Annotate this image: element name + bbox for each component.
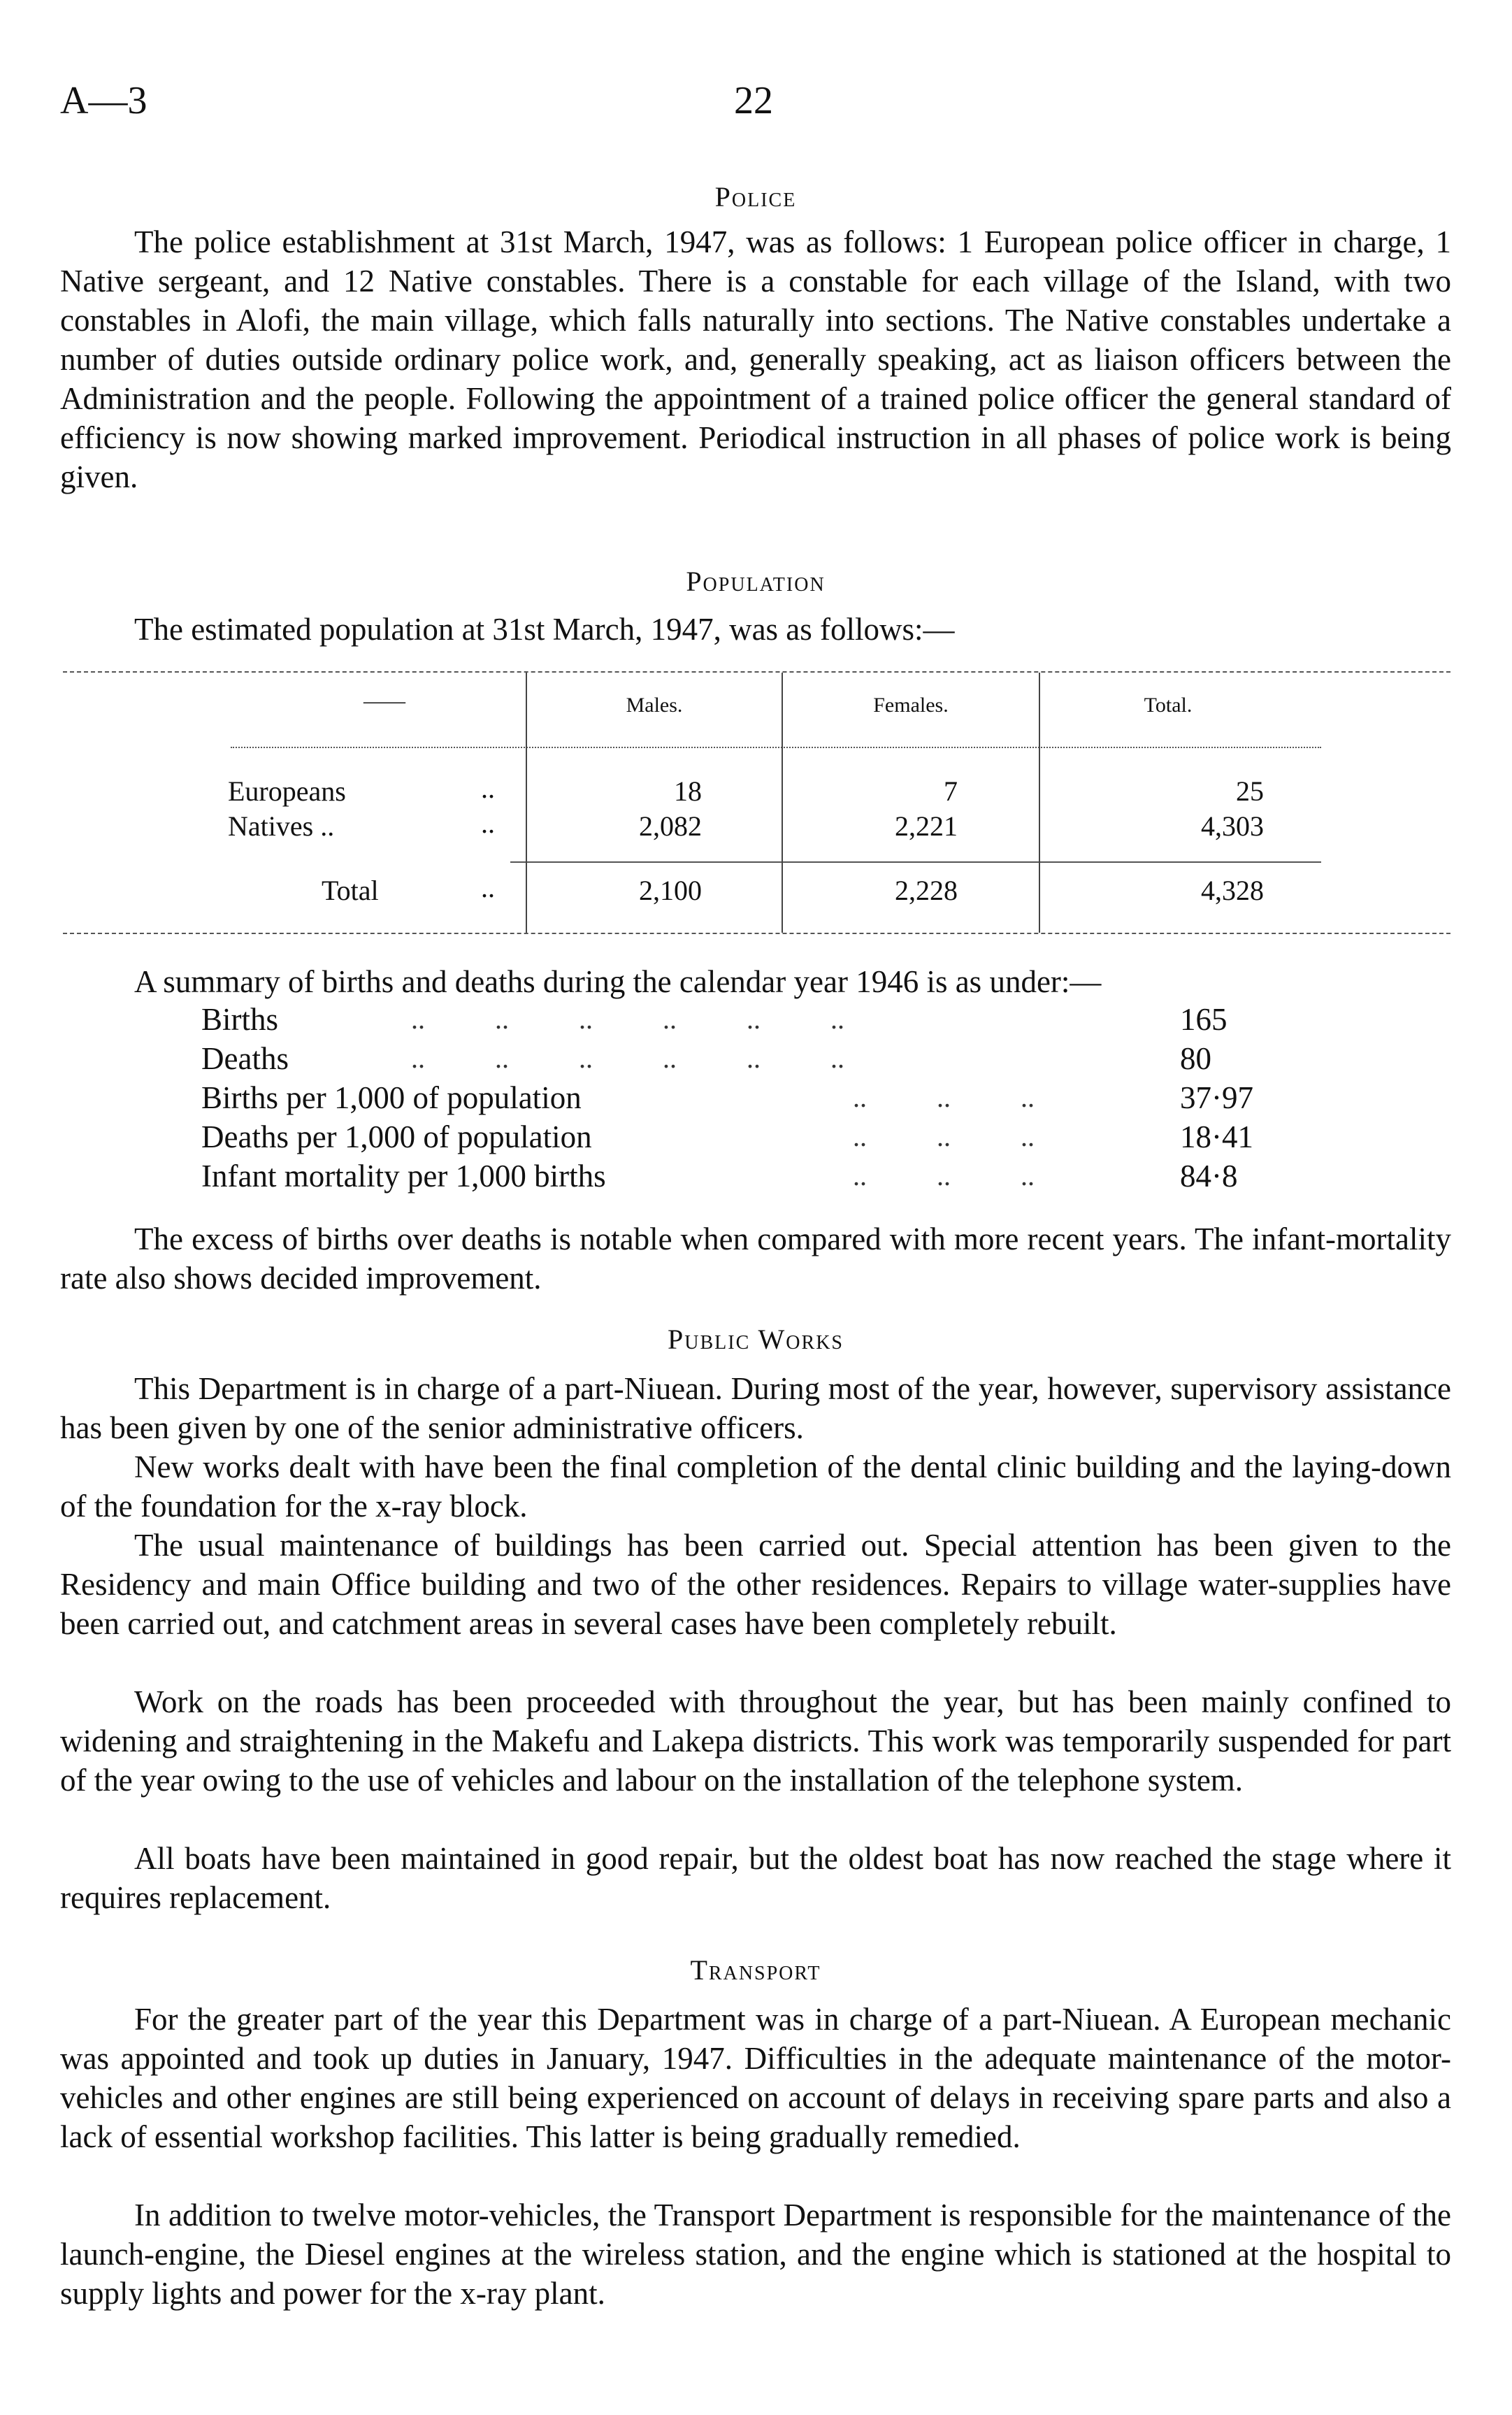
public-works-paragraph: All boats have been maintained in good repair, but the oldest boat has now reached the stage where it requires replacement. xyxy=(60,1841,1451,1915)
table-total-cell: 4,328 xyxy=(1201,875,1264,906)
table-cell: 2,221 xyxy=(895,810,958,842)
stat-label: Deaths xyxy=(201,1041,289,1076)
leader-dots: .. .. .. xyxy=(853,1121,1035,1152)
population-intro: The estimated population at 31st March, 1947, was as follows:— xyxy=(134,612,955,647)
table-total-label: Total xyxy=(322,875,379,906)
leader-dots: .. .. .. .. .. .. xyxy=(411,1042,844,1074)
transport-paragraph: In addition to twelve motor-vehicles, the Transport Department is responsible for the maintenance of the launch-engine, the Diesel engines at the wireless station, and the engine which is stationed at the hospital to supply lights and power for the x-ray plant. xyxy=(60,2198,1451,2311)
stat-value: 84·8 xyxy=(1180,1159,1238,1194)
stat-value: 37·97 xyxy=(1180,1080,1253,1115)
list-item xyxy=(201,1039,1320,1078)
table-row-label: Europeans xyxy=(228,775,346,807)
table-header-rule xyxy=(231,747,1321,748)
table-col-males: Males. xyxy=(626,694,683,717)
section-heading-population: Population xyxy=(686,566,826,597)
stat-label: Deaths per 1,000 of population xyxy=(201,1119,592,1154)
section-heading-transport: Transport xyxy=(690,1954,821,1986)
leader-dots: .. .. .. xyxy=(853,1160,1035,1191)
list-item xyxy=(201,1000,1320,1039)
table-cell: 25 xyxy=(1236,775,1264,807)
police-paragraph: The police establishment at 31st March, 1947, was as follows: 1 European police officer in charge, 1 Native sergeant, and 12 Native constables. There is a constable for each village of the Island, with two constables in Alofi, the main village, which falls naturally into sections. The Native constables undertake a number of duties outside ordinary police work, and, generally speaking, act as liaison officers between the Administration and the people. Following the appointment of a trained police officer the general standard of efficiency is now showing marked improvement. Periodical instruction in all phases of police work is being given. xyxy=(60,224,1451,494)
page-number: 22 xyxy=(734,79,773,122)
table-total-cell: 2,100 xyxy=(639,875,702,906)
public-works-paragraph: Work on the roads has been proceeded with throughout the year, but has been mainly confined to widening and straightening in the Makefu and Lakepa districts. This work was temporarily suspended for part of the year owing to the use of vehicles and labour on the installation of the telephone system. xyxy=(60,1684,1451,1798)
stat-value: 18·41 xyxy=(1180,1119,1253,1154)
table-subtotal-rule xyxy=(510,861,1321,863)
transport-paragraph: For the greater part of the year this Department was in charge of a part-Niuean. A European mechanic was appointed and took up duties in January, 1947. Difficulties in the adequate maintenance of the motor-vehicles and other engines are still being experienced on account of delays in receiving spare parts and also a lack of essential workshop facilities. This latter is being gradually remedied. xyxy=(60,2002,1451,2154)
public-works-paragraph: The usual maintenance of buildings has been carried out. Special attention has been given to the Residency and main Office building and two of the other residences. Repairs to village water-supplies have been carried out, and catchment areas in several cases have been completely rebuilt. xyxy=(60,1528,1451,1641)
public-works-paragraph: New works dealt with have been the final completion of the dental clinic building and the laying-down of the foundation for the x-ray block. xyxy=(60,1449,1451,1524)
public-works-paragraph: This Department is in charge of a part-Niuean. During most of the year, however, supervisory assistance has been given by one of the senior administrative officers. xyxy=(60,1371,1451,1445)
leader-dots: .. .. .. .. .. .. xyxy=(411,1003,844,1035)
vital-statistics-list xyxy=(201,1000,1320,1196)
section-heading-public-works: Public Works xyxy=(668,1324,844,1355)
table-col-females: Females. xyxy=(873,694,949,717)
stat-value: 165 xyxy=(1180,1002,1227,1037)
table-cell: 18 xyxy=(674,775,702,807)
stat-label: Infant mortality per 1,000 births xyxy=(201,1159,606,1194)
table-row-dots: .. xyxy=(481,773,495,804)
table-row-dots: .. xyxy=(481,808,495,839)
population-closing: The excess of births over deaths is notable when compared with more recent years. The infant-mortality rate also shows decided improvement. xyxy=(60,1221,1451,1296)
list-item xyxy=(201,1078,1320,1117)
stat-label: Births per 1,000 of population xyxy=(201,1080,582,1115)
table-row-label: Natives .. xyxy=(228,810,335,842)
table-cell: 2,082 xyxy=(639,810,702,842)
table-cell: 7 xyxy=(944,775,958,807)
stat-value: 80 xyxy=(1180,1041,1211,1076)
table-top-rule xyxy=(63,671,1450,673)
document-reference: A—3 xyxy=(60,79,147,122)
summary-intro: A summary of births and deaths during the calendar year 1946 is as under:— xyxy=(134,964,1102,999)
table-total-cell: 2,228 xyxy=(895,875,958,906)
stat-label: Births xyxy=(201,1002,279,1037)
table-row-dots: .. xyxy=(481,872,495,903)
table-col-total: Total. xyxy=(1144,694,1193,717)
list-item xyxy=(201,1156,1320,1196)
table-corner: —— xyxy=(363,689,405,712)
population-table xyxy=(63,666,1450,936)
section-heading-police: Police xyxy=(714,181,797,213)
list-item xyxy=(201,1117,1320,1156)
leader-dots: .. .. .. xyxy=(853,1082,1035,1113)
table-bottom-rule xyxy=(63,933,1450,934)
table-cell: 4,303 xyxy=(1201,810,1264,842)
